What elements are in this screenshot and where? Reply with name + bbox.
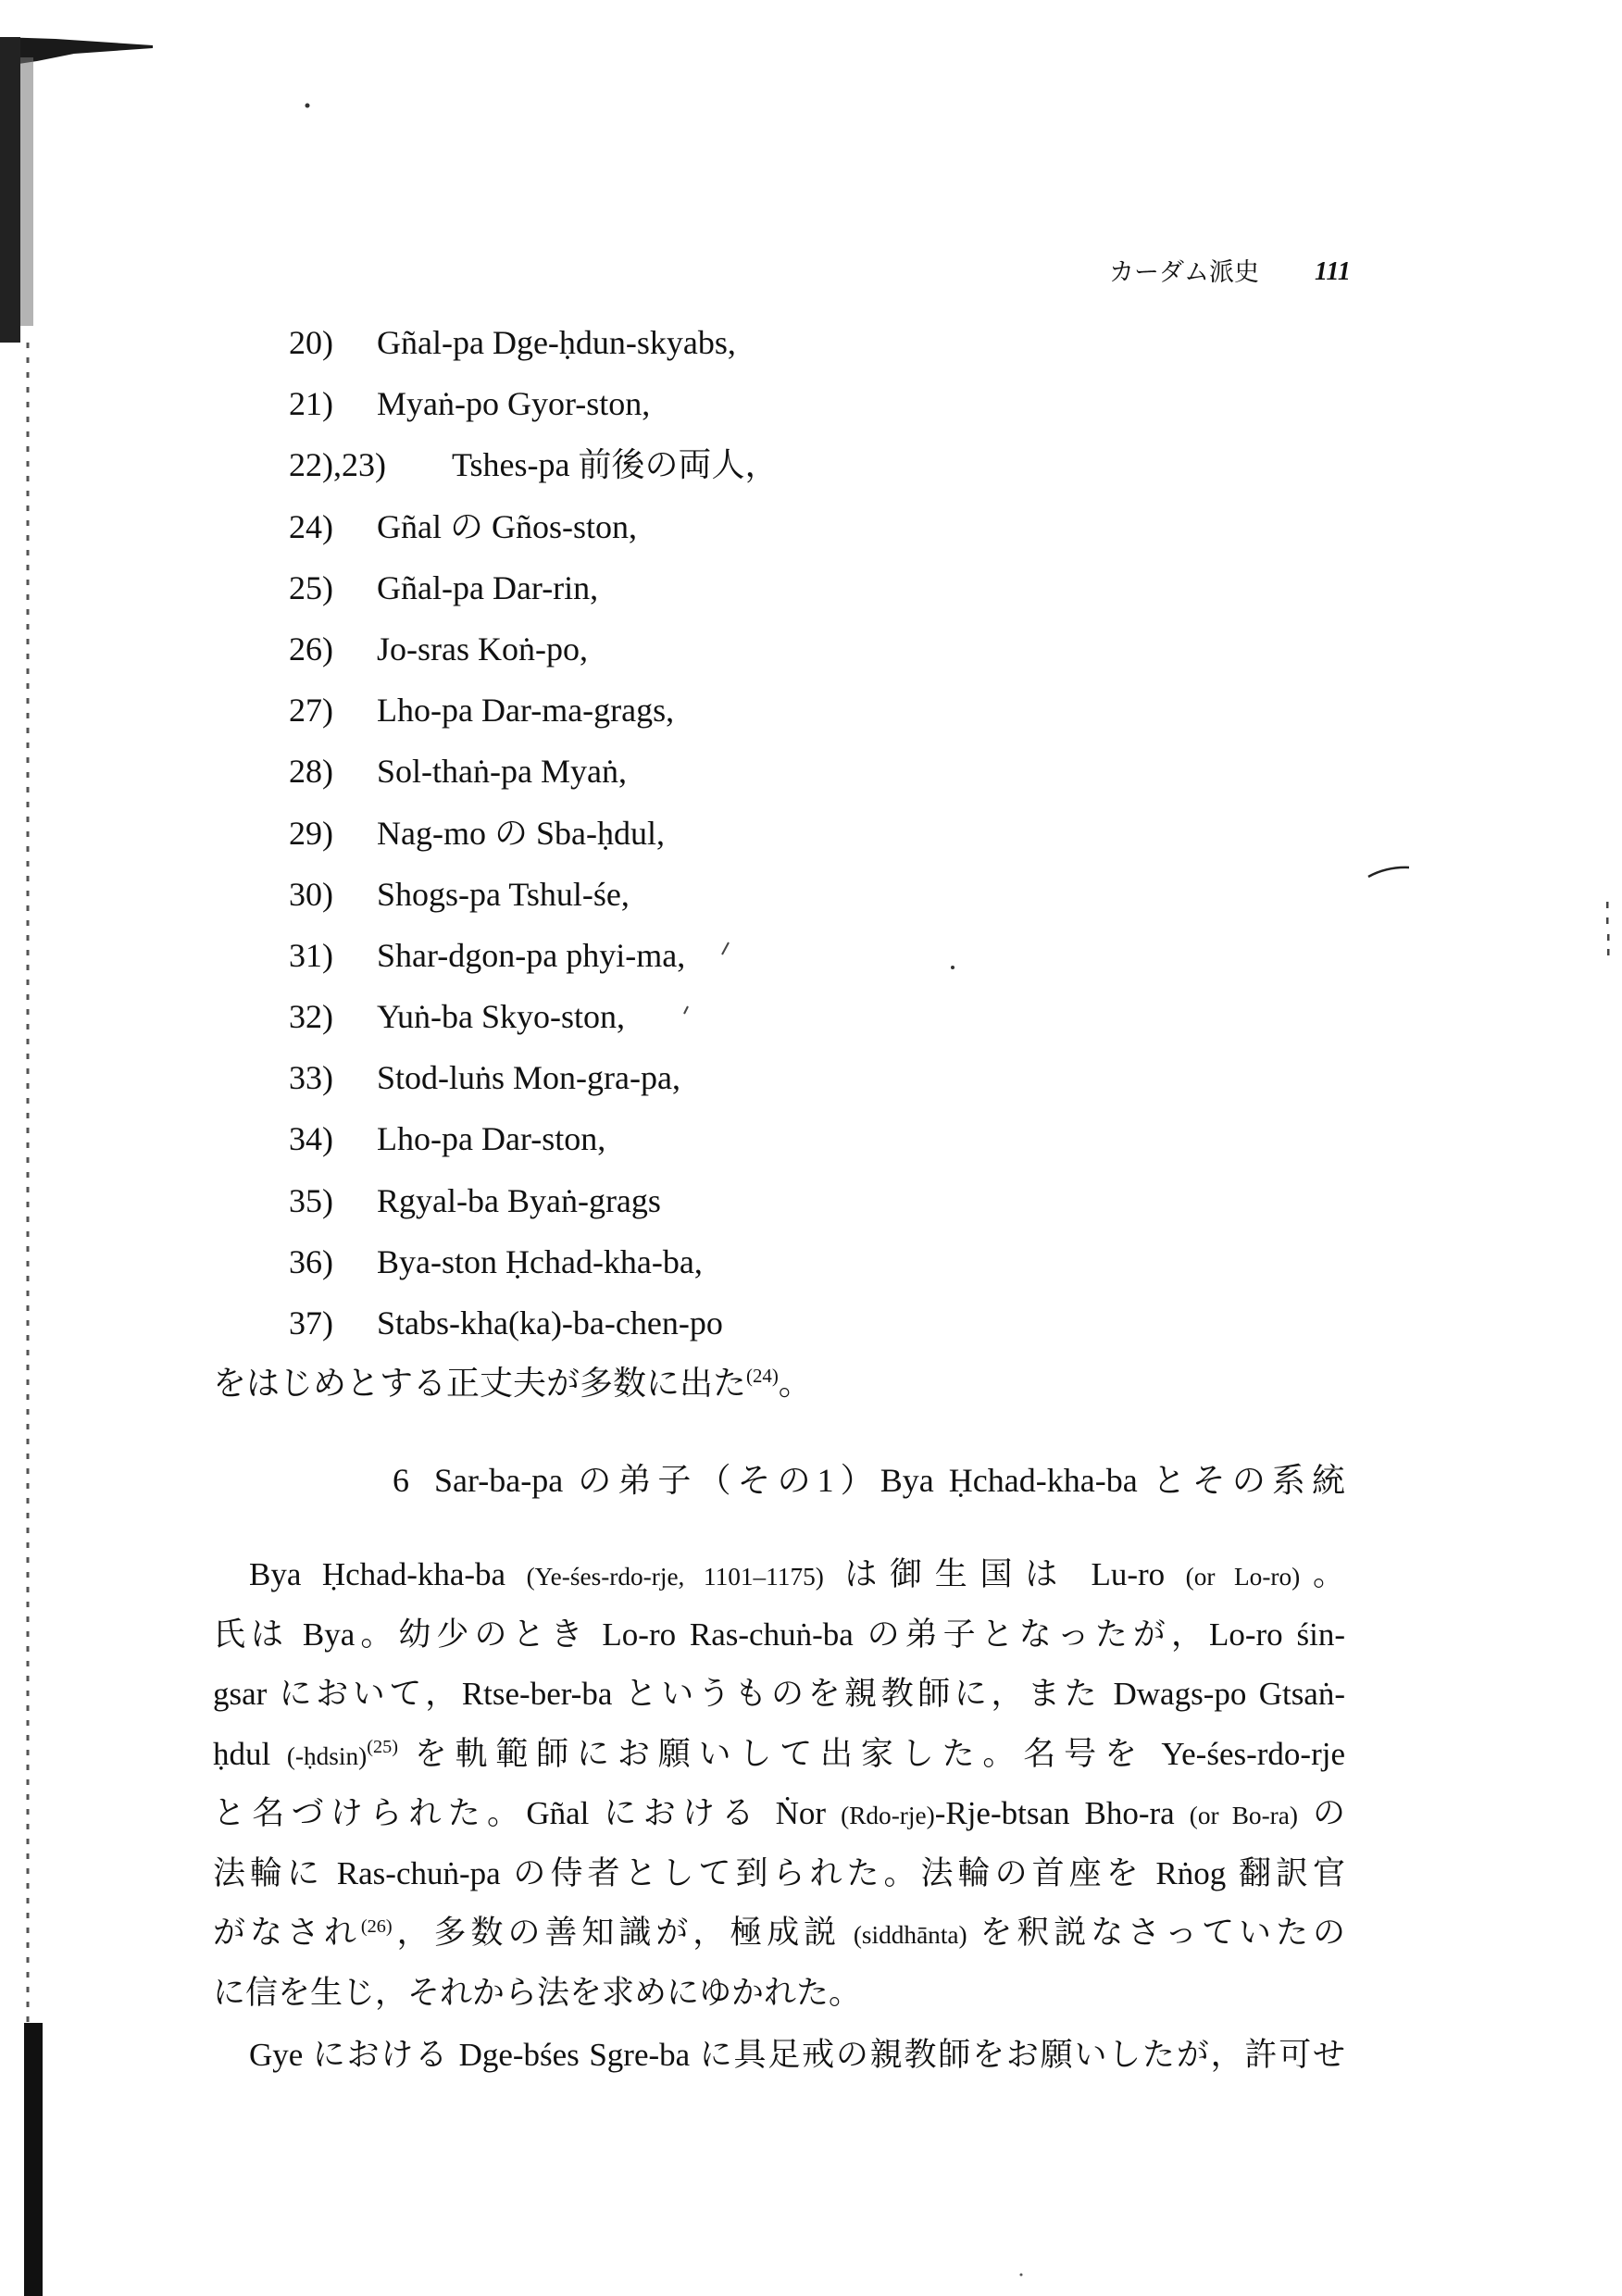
list-item-name: Gñal-pa Dge-ḥdun-skyabs, bbox=[377, 324, 736, 361]
list-item-number: 34) bbox=[289, 1120, 333, 1158]
list-item bbox=[289, 986, 1215, 1047]
text-line bbox=[213, 1725, 1345, 1785]
parenthetical: (siddhānta) bbox=[853, 1921, 967, 1949]
list-closing-sentence bbox=[213, 1353, 1345, 1414]
list-item-number: 25) bbox=[289, 568, 333, 606]
list-item bbox=[289, 680, 1215, 741]
paragraph bbox=[213, 1545, 1345, 2023]
list-item-number: 35) bbox=[289, 1181, 333, 1219]
list-item bbox=[289, 618, 1215, 680]
running-header-title: カーダム派史 bbox=[1109, 258, 1259, 286]
list-item-number: 20) bbox=[289, 324, 333, 361]
list-item-number: 31) bbox=[289, 936, 333, 974]
parenthetical: (Ye-śes-rdo-rje, 1101–1175) bbox=[526, 1563, 824, 1591]
parenthetical: (-ḥdsin) bbox=[286, 1741, 368, 1770]
text-line bbox=[213, 1605, 1345, 1666]
list-item-number: 28) bbox=[289, 753, 333, 791]
list-item bbox=[289, 925, 1215, 986]
list-item-number: 29) bbox=[289, 814, 333, 852]
text-run: の bbox=[1297, 1795, 1345, 1831]
parenthetical: (or Bo-ra) bbox=[1189, 1802, 1298, 1829]
text-run: Gye における Dge-bśes Sgre-ba に具足戒の親教師をお願いしたが，許可せ bbox=[249, 2037, 1345, 2073]
list-item-name: Stabs-kha(ka)-ba-chen-po bbox=[377, 1304, 723, 1341]
page-number: 111 bbox=[1315, 257, 1351, 286]
footnote-ref: (25) bbox=[367, 1737, 399, 1758]
list-item bbox=[289, 434, 1215, 495]
list-item bbox=[289, 1292, 1215, 1354]
list-item-number: 22),23) bbox=[289, 446, 386, 484]
list-item bbox=[289, 1170, 1215, 1231]
list-item-name: Sol-thaṅ-pa Myaṅ, bbox=[377, 753, 627, 791]
scan-speck bbox=[306, 104, 310, 108]
list-item-number: 26) bbox=[289, 630, 333, 668]
section-heading bbox=[393, 1450, 1345, 1511]
scan-speck bbox=[1020, 2274, 1023, 2277]
list-item-name: Shogs-pa Tshul-śe, bbox=[377, 875, 630, 913]
scan-edge-bottom-bar bbox=[24, 2023, 43, 2296]
list-item bbox=[289, 1231, 1215, 1292]
list-item-number: 33) bbox=[289, 1059, 333, 1097]
list-item bbox=[289, 496, 1215, 557]
list-item-name: Jo-sras Koṅ-po, bbox=[377, 630, 588, 668]
scan-edge-band bbox=[0, 37, 20, 343]
text-run: がなされ bbox=[213, 1915, 361, 1951]
section-title: Sar-ba-pa の弟子（その1）Bya Ḥchad-kha-ba とその系統 bbox=[434, 1462, 1345, 1499]
scan-speck bbox=[1607, 934, 1610, 941]
list-item bbox=[289, 312, 1215, 373]
list-item-name: Tshes-pa 前後の両人， bbox=[452, 446, 779, 484]
list-item-number: 24) bbox=[289, 507, 333, 545]
list-item-number: 37) bbox=[289, 1304, 333, 1341]
list-item-number: 21) bbox=[289, 385, 333, 423]
text-line bbox=[213, 1964, 1345, 2024]
text-line bbox=[213, 1903, 1345, 1964]
list-item-name: Lho-pa Dar-ma-grags, bbox=[377, 692, 675, 730]
list-item-number: 27) bbox=[289, 692, 333, 730]
scan-speck bbox=[1606, 902, 1609, 908]
list-item-name: Gñal-pa Dar-rin, bbox=[377, 568, 599, 606]
closing-text: をはじめとする正丈夫が多数に出た bbox=[213, 1365, 747, 1402]
list-item bbox=[289, 557, 1215, 618]
list-item-name: Nag-mo の Sba-ḥdul, bbox=[377, 814, 665, 852]
parenthetical: (or Lo-ro) bbox=[1185, 1563, 1301, 1591]
text-run: は御生国は Lu-ro bbox=[823, 1556, 1186, 1592]
text-run: -Rje-btsan Bho-ra bbox=[934, 1795, 1190, 1831]
footnote-ref: (26) bbox=[360, 1915, 393, 1937]
scan-edge-texture bbox=[20, 57, 33, 326]
paragraph bbox=[213, 2026, 1345, 2086]
text-line bbox=[213, 1844, 1345, 1904]
list-item-name: Rgyal-ba Byaṅ-grags bbox=[377, 1181, 661, 1219]
list-item-name: Stod-luṅs Mon-gra-pa, bbox=[377, 1059, 680, 1097]
scan-speck bbox=[1607, 949, 1610, 955]
parenthetical: (Rdo-rje) bbox=[841, 1802, 935, 1829]
text-line bbox=[213, 1665, 1345, 1725]
list-item-number: 32) bbox=[289, 998, 333, 1036]
footnote-ref: (24) bbox=[746, 1365, 779, 1388]
text-line bbox=[213, 1784, 1345, 1844]
list-item bbox=[289, 741, 1215, 802]
lineage-list bbox=[289, 312, 1215, 1354]
text-run: を軌範師にお願いして出家した。名号を Ye-śes-rdo-rje bbox=[398, 1735, 1345, 1772]
list-item bbox=[289, 1047, 1215, 1108]
text-run: 法輪に Ras-chuṅ-pa の侍者として到られた。法輪の首座を Rṅog 翻訳官 bbox=[213, 1854, 1345, 1891]
scan-smudge-top-streak bbox=[0, 37, 153, 67]
closing-end: 。 bbox=[778, 1365, 812, 1402]
text-run: ，多数の善知識が，極成説 bbox=[392, 1915, 854, 1951]
text-run: に信を生じ，それから法を求めにゆかれた。 bbox=[213, 1974, 862, 2011]
list-item-name: Yuṅ-ba Skyo-ston, bbox=[377, 998, 625, 1036]
list-item-name: Gñal の Gños-ston, bbox=[377, 507, 637, 545]
scan-stray-stroke bbox=[1368, 867, 1409, 877]
list-item-name: Bya-ston Ḥchad-kha-ba, bbox=[377, 1242, 703, 1280]
text-run: を釈説なさっていたの bbox=[967, 1915, 1345, 1951]
list-item bbox=[289, 864, 1215, 925]
list-item-name: Lho-pa Dar-ston, bbox=[377, 1120, 606, 1158]
section-number: 6 bbox=[393, 1462, 409, 1499]
text-line bbox=[213, 2026, 1345, 2086]
text-line bbox=[213, 1545, 1345, 1605]
text-run: Bya Ḥchad-kha-ba bbox=[249, 1556, 527, 1592]
text-run: ḥdul bbox=[213, 1735, 287, 1772]
list-item-number: 36) bbox=[289, 1242, 333, 1280]
list-item bbox=[289, 803, 1215, 864]
list-item bbox=[289, 373, 1215, 434]
text-run: 氏は Bya。幼少のとき Lo-ro Ras-chuṅ-ba の弟子となったが，Lo-ro śin- bbox=[213, 1616, 1345, 1653]
text-run: 。 bbox=[1300, 1556, 1345, 1592]
text-run: と名づけられた。Gñal における Ṅor bbox=[213, 1795, 842, 1831]
list-item-name: Myaṅ-po Gyor-ston, bbox=[377, 385, 651, 423]
text-run: gsar において，Rtse-ber-ba というものを親教師に，また Dwags-po Gtsaṅ- bbox=[213, 1676, 1345, 1712]
list-item-name: Shar-dgon-pa phyi-ma, bbox=[377, 936, 686, 974]
list-item bbox=[289, 1108, 1215, 1169]
scan-speck bbox=[1606, 917, 1609, 924]
list-item-number: 30) bbox=[289, 875, 333, 913]
